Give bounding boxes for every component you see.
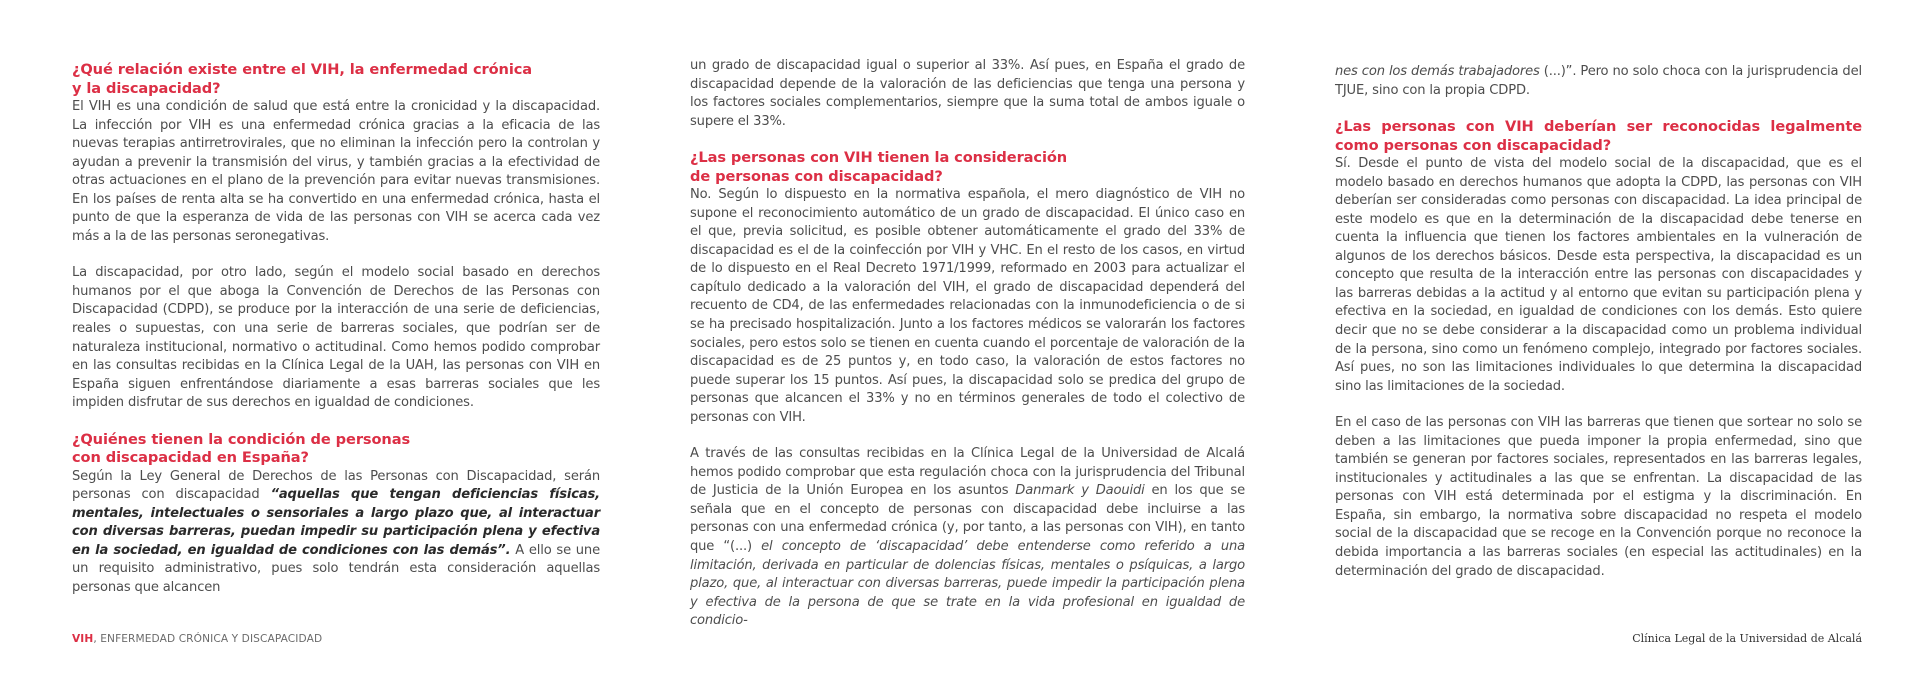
text-span: A través de las consultas recibidas en la Clínica Legal de la Universidad de Alcalá hemos podido comprobar que esta regulación choca con la jurisprudencia del Tribunal de Justicia de la Unión Europea en los asuntos bbox=[690, 446, 1245, 499]
text-span: (...)”. Pero no solo choca con la jurisprudencia del TJUE, sino con la propia CDPD. bbox=[1335, 64, 1862, 98]
paragraph: El VIH es una condición de salud que está entre la cronicidad y la discapacidad. La infección por VIH es una enfermedad crónica gracias a la eficacia de las nuevas terapias antirretrovirales, que no eliminan la infección pero la controlan y ayudan a prevenir la transmisión del virus, y también gracias a la efectividad de otras actuaciones en el plano de la prevención para evitar nuevas transmisiones. En los países de renta alta se ha convertido en una enfermedad crónica, hasta el punto de que la esperanza de vida de las personas con VIH se acerca cada vez más a la de las personas seronegativas. bbox=[72, 99, 600, 244]
text-span: en los que se señala que en el concepto de personas con discapacidad debe incluirse a las personas con una enfermedad crónica (y, por tanto, a las personas con VIH), en tanto que “(...) bbox=[690, 483, 1245, 555]
paragraph: La discapacidad, por otro lado, según el modelo social basado en derechos humanos por el que aboga la Convención de Derechos de las Personas con Discapacidad (CDPD), se produce por la interacción de una serie de deficiencias, reales o supuestas, con una serie de barreras sociales, que podrían ser de naturaleza institucional, normativo o actitudinal. Como hemos podido comprobar en las consultas recibidas en la Clínica Legal de la UAH, las personas con VIH en España siguen enfrentándose diariamente a esas barreras sociales que les impiden disfrutar de sus derechos en igualdad de condiciones. bbox=[72, 265, 600, 411]
paragraph: En el caso de las personas con VIH las barreras que tienen que sortear no solo se deben a las limitaciones que pueda imponer la propia enfermedad, sino que también se generan por factores sociales, representados en las barreras legales, institucionales y actitudinales a las que se enfrentan. La discapacidad de las personas con VIH está determinada por el estigma y la discriminación. En España, sin embargo, la normativa sobre discapacidad no respeta el modelo social de la discapacidad que se recoge en la Convención porque no reconoce la debida importancia a las barreras sociales (en especial las actitudinales) en la determinación del grado de discapacidad. bbox=[1335, 415, 1862, 579]
tjue-quote: el concepto de ‘discapacidad’ debe entenderse como referido a una limitación, derivada en particular de dolencias físicas, mentales o psíquicas, a largo plazo, que, al interactuar con diversas barreras, puede impedir la participación plena y efectiva de la persona de que se trate en la vida profesional en igualdad de condicio- bbox=[690, 539, 1246, 629]
heading-line: ¿Qué relación existe entre el VIH, la enfermedad crónica bbox=[72, 61, 533, 78]
paragraph bbox=[1335, 63, 1862, 100]
section-heading-who-has-disability bbox=[72, 431, 600, 468]
heading-line: de personas con discapacidad? bbox=[690, 167, 943, 185]
column-2 bbox=[690, 57, 1245, 631]
text-span: A ello se une un requisito administrativo, pues solo tendrán esta consideración aquellas personas que alcancen bbox=[72, 542, 600, 596]
paragraph: un grado de discapacidad igual o superior al 33%. Así pues, en España el grado de discapacidad depende de la valoración de las deficiencias que tenga una persona y los factores sociales complementarios, siempre que la suma total de ambos iguale o supere el 33%. bbox=[690, 58, 1245, 129]
footer-publisher: Clínica Legal de la Universidad de Alcalá bbox=[1632, 632, 1862, 645]
heading-line: con discapacidad en España? bbox=[72, 449, 309, 467]
column-3 bbox=[1335, 63, 1862, 581]
paragraph: No. Según lo dispuesto en la normativa española, el mero diagnóstico de VIH no supone el reconocimiento automático de un grado de discapacidad. El único caso en el que, previa solicitud, es posible obtener automáticamente el grado del 33% de discapacidad es el de la coinfección por VIH y VHC. En el resto de los casos, en virtud de lo dispuesto en el Real Decreto 1971/1999, reformado en 2003 para actualizar el capítulo dedicado a la valoración del VIH, el grado de discapacidad dependerá del recuento de CD4, de las enfermedades relacionadas con la inmunodeficiencia o de si se ha precisado hospitalización. Junto a los factores médicos se valorarán los factores sociales, pero estos solo se tienen en cuenta cuando el porcentaje de valoración de la discapacidad es de 25 puntos y, en todo caso, la valoración de estos factores no puede superar los 15 puntos. Así pues, la discapacidad solo se predica del grupo de personas que alcancen el 33% y no en términos generales de todo el colectivo de personas con VIH. bbox=[690, 187, 1245, 425]
quote-continuation: nes con los demás trabajadores bbox=[1335, 64, 1540, 79]
footer-running-title bbox=[72, 633, 322, 645]
heading-line: ¿Las personas con VIH tienen la consideración bbox=[690, 149, 1068, 167]
section-heading-should-be-recognized: ¿Las personas con VIH deberían ser reconocidas legalmente como personas con discapacidad? bbox=[1335, 118, 1862, 154]
legal-quote: “aquellas que tengan deficiencias físicas, mentales, intelectuales o sensoriales a largo plazo que, al interactuar con diversas barreras, puedan impedir su participación plena y efectiva en la sociedad, en igualdad de condiciones con las demás”. bbox=[72, 487, 600, 558]
footer-title-rest: , ENFERMEDAD CRÓNICA Y DISCAPACIDAD bbox=[93, 633, 323, 645]
footer-highlight: VIH bbox=[72, 633, 94, 645]
heading-line: ¿Quiénes tienen la condición de personas bbox=[72, 430, 411, 448]
text-span: Según la Ley General de Derechos de las Personas con Discapacidad, serán personas con discapacidad bbox=[72, 468, 600, 503]
case-name: Danmark y Daouidi bbox=[1015, 483, 1145, 499]
heading-line: y la discapacidad? bbox=[72, 79, 221, 97]
section-heading-vih-considered-disability bbox=[690, 149, 1245, 186]
paragraph-tjue bbox=[690, 445, 1245, 630]
section-heading-vih-chronic-disability bbox=[72, 61, 600, 98]
paragraph-law-definition bbox=[72, 468, 600, 598]
column-1 bbox=[72, 61, 600, 598]
paragraph: Sí. Desde el punto de vista del modelo social de la discapacidad, que es el modelo basado en derechos humanos que adopta la CDPD, las personas con VIH deberían ser consideradas como personas con discapacidad. La idea principal de este modelo es que en la determinación de la discapacidad debe tenerse en cuenta la influencia que tienen los factores ambientales en la vulneración de algunos de los derechos básicos. Desde esta perspectiva, la discapacidad es un concepto que resulta de la interacción entre las personas con discapacidades y las barreras debidas a la actitud y al entorno que evitan su participación plena y efectiva en la sociedad, en igualdad de condiciones con los demás. Esto quiere decir que no se debe considerar a la discapacidad como un problema individual de la persona, sino como un fenómeno complejo, integrado por factores sociales. Así pues, no son las limitaciones individuales lo que determina la discapacidad sino las limitaciones de la sociedad. bbox=[1335, 156, 1862, 394]
